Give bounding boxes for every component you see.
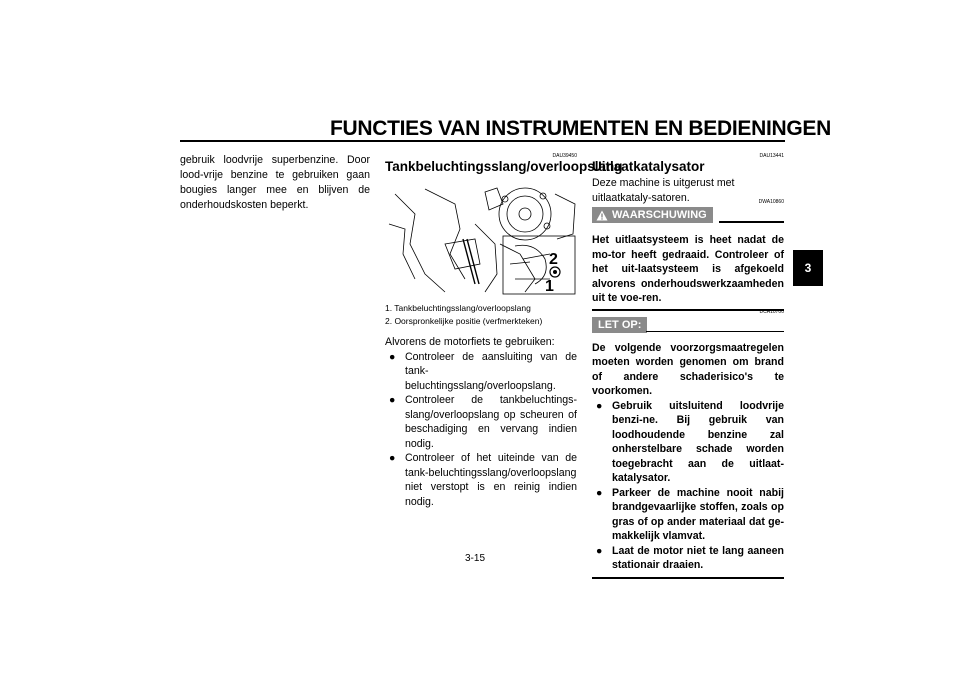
callout-1: 1	[545, 278, 554, 295]
notice-rule	[646, 331, 784, 333]
notice-code: DCA10700	[759, 308, 784, 315]
page-number: 3-15	[465, 553, 486, 564]
header-rule	[180, 140, 785, 142]
intro-text: Deze machine is uitgerust met uitlaatkataly-satoren.	[592, 177, 735, 204]
callout-2: 2	[549, 251, 558, 268]
notice-header	[592, 308, 784, 333]
notice-text: De volgende voorzorgsmaatregelen moeten worden genomen om brand of andere schaderisico's te voorkomen.	[592, 341, 784, 397]
notice-badge: LET OP:	[592, 317, 647, 333]
section-code: DAU13441	[759, 153, 784, 159]
section-code: DAU39450	[552, 153, 577, 159]
list-item: ● Controleer de tankbeluchtings-slang/overloopslang op scheuren of beschadiging en vervang indien nodig.	[389, 394, 577, 450]
section-heading: Uitlaatkatalysator	[592, 159, 705, 174]
list-item: ● Parkeer de machine nooit nabij brandgevaarlijke stoffen, zoals op gras of op ander materiaal dat ge-makkelijk vlamvat.	[596, 486, 784, 542]
section-heading: Tankbeluchtingsslang/overloopslang	[385, 159, 623, 174]
warning-text: Het uitlaatsysteem is heet nadat de mo-tor heeft gedraaid. Controleer of het uit-laatsysteem is afgekoeld alvorens onderhoudswerkzaamheden uit te voe-ren.	[592, 234, 784, 304]
caption-2: 2. Oorspronkelijke positie (verfmerkteken)	[385, 315, 543, 326]
list-item: ● Controleer of het uiteinde van de tank-beluchtingsslang/overloopslang niet verstopt is en reinig indien nodig.	[389, 452, 577, 508]
hose-figure	[385, 184, 577, 296]
warning-header	[592, 199, 784, 223]
chapter-tab: 3	[793, 250, 823, 286]
list-item: ● Laat de motor niet te lang aaneen stationair draaien.	[596, 544, 784, 571]
continued-paragraph: gebruik loodvrije superbenzine. Door lood-vrije benzine te gebruiken gaan bougies langer mee en blijven de onderhoudskosten beperkt.	[180, 154, 370, 211]
intro-text: Alvorens de motorfiets te gebruiken:	[385, 336, 555, 348]
warning-end-rule	[592, 309, 784, 311]
section-catalyst	[592, 153, 784, 579]
page-title: FUNCTIES VAN INSTRUMENTEN EN BEDIENINGEN	[330, 117, 831, 140]
list-item: ● Gebruik uitsluitend loodvrije benzi-ne. Bij gebruik van loodhoudende benzine zal onherstelbare schade worden toegebracht aan de uitlaat-katalysator.	[596, 399, 784, 484]
warning-code: DWA10860	[758, 199, 784, 205]
warning-rule	[719, 221, 784, 223]
notice-end-rule	[592, 577, 784, 579]
engine-illustration	[385, 184, 577, 296]
warning-badge: WAARSCHUWING	[592, 207, 713, 223]
list-item: ● Controleer de aansluiting van de tank-beluchtingsslang/overloopslang.	[389, 350, 577, 392]
warning-triangle-icon	[596, 210, 608, 221]
caption-1: 1. Tankbeluchtingsslang/overloopslang	[385, 303, 531, 313]
